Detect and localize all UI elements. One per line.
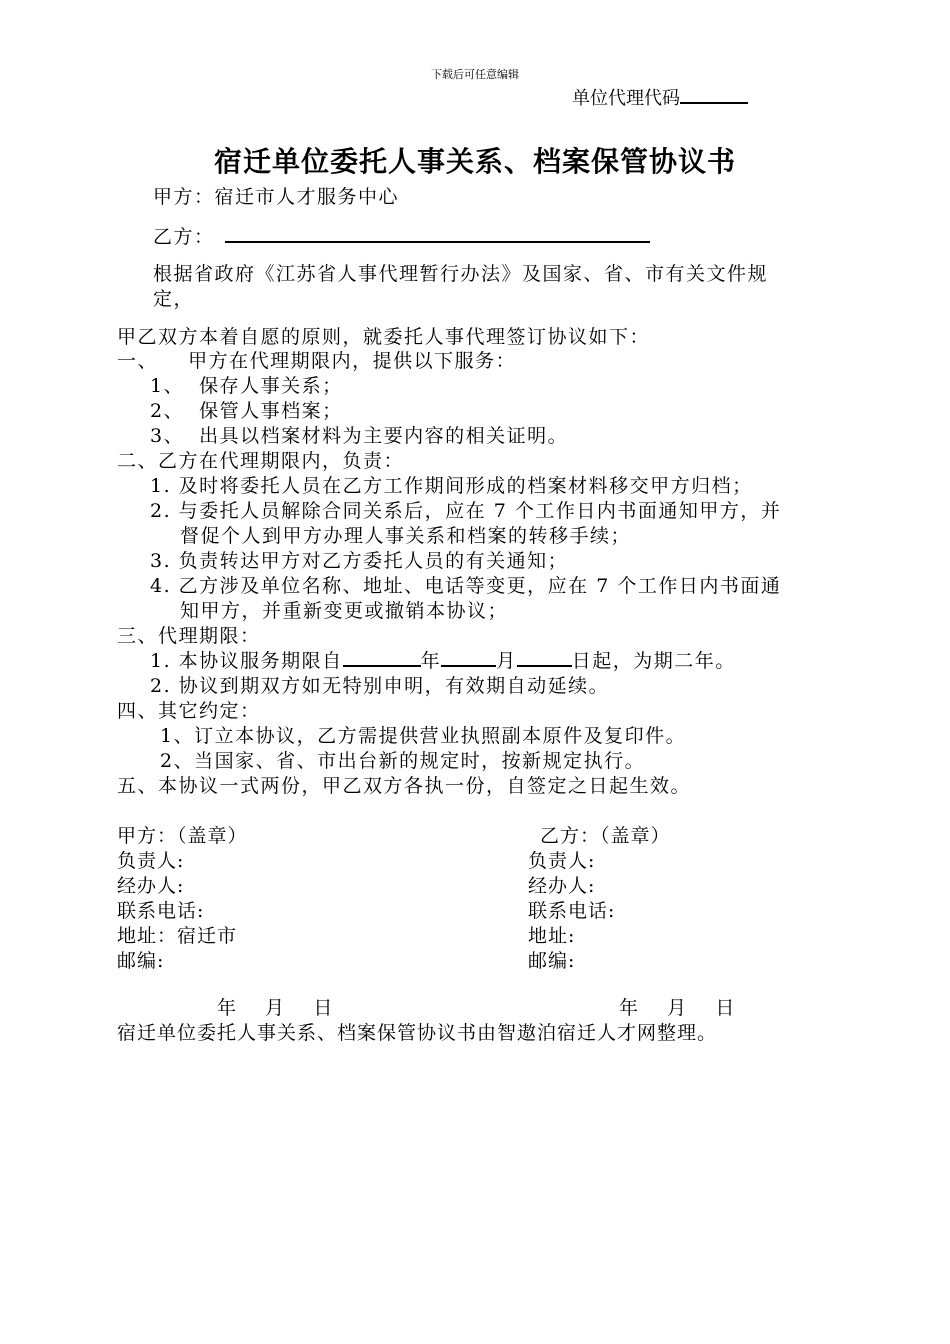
service-term-suffix: 日起，为期二年。 <box>571 650 736 672</box>
start-day-blank <box>517 647 572 667</box>
section-3-heading: 三、代理期限： <box>117 625 261 647</box>
party-b-phone: 联系电话: <box>528 900 616 922</box>
section-4-item-1: 1、订立本协议，乙方需提供营业执照副本原件及复印件。 <box>160 725 687 747</box>
party-b-label: 乙方： <box>153 226 215 248</box>
party-b-address: 地址: <box>528 925 576 947</box>
party-b-postcode: 邮编: <box>528 950 576 972</box>
service-term-prefix: 1. 本协议服务期限自 <box>150 650 343 672</box>
section-2-item-2-line-2: 督促个人到甲方办理人事关系和档案的转移手续； <box>180 525 632 547</box>
footer-note: 宿迁单位委托人事关系、档案保管协议书由智遨泊宿迁人才网整理。 <box>117 1022 718 1044</box>
section-3-item-1 <box>150 646 736 673</box>
party-a-line: 甲方：宿迁市人才服务中心 <box>153 186 400 208</box>
start-month-blank <box>441 647 496 667</box>
watermark-text: 下载后可任意编辑 <box>431 68 519 81</box>
document-title: 宿迁单位委托人事关系、档案保管协议书 <box>213 145 736 178</box>
section-2-item-1: 1. 及时将委托人员在乙方工作期间形成的档案材料移交甲方归档； <box>150 475 753 497</box>
section-2-item-2-line-1: 2. 与委托人员解除合同关系后，应在 7 个工作日内书面通知甲方，并 <box>150 500 782 522</box>
section-1-item-1: 1、 保存人事关系； <box>150 375 343 397</box>
party-a-phone: 联系电话: <box>117 900 205 922</box>
party-b-head: 负责人: <box>528 850 596 872</box>
start-year-blank <box>343 647 421 667</box>
section-1-heading: 一、 甲方在代理期限内，提供以下服务： <box>117 350 517 372</box>
section-2-item-4-line-2: 知甲方，并重新变更或撤销本协议； <box>180 600 509 622</box>
party-a-handler: 经办人: <box>117 875 185 897</box>
section-4-item-2: 2、当国家、省、市出台新的规定时，按新规定执行。 <box>160 750 646 772</box>
party-a-seal: 甲方：（盖章） <box>117 825 248 847</box>
section-2-item-4-line-1: 4. 乙方涉及单位名称、地址、电话等变更，应在 7 个工作日内书面通 <box>150 575 782 597</box>
section-1-item-3: 3、 出具以档案材料为主要内容的相关证明。 <box>150 425 569 447</box>
section-4-heading: 四、其它约定： <box>117 700 261 722</box>
section-3-item-2: 2. 协议到期双方如无特别申明，有效期自动延续。 <box>150 675 610 697</box>
unit-agency-code-label: 单位代理代码 <box>572 88 680 109</box>
party-b-line <box>153 222 650 249</box>
unit-agency-code-blank <box>680 84 748 104</box>
party-a-address: 地址：宿迁市 <box>117 925 238 947</box>
section-2-heading: 二、乙方在代理期限内，负责： <box>117 450 405 472</box>
basis-line-2: 定， <box>153 288 195 310</box>
basis-line-1: 根据省政府《江苏省人事代理暂行办法》及国家、省、市有关文件规 <box>153 263 769 285</box>
party-b-date: 年 月 日 <box>619 997 736 1019</box>
year-label: 年 <box>420 650 442 672</box>
party-b-seal: 乙方：（盖章） <box>540 825 671 847</box>
section-5-text: 五、本协议一式两份，甲乙双方各执一份，自签定之日起生效。 <box>117 775 692 797</box>
party-a-head: 负责人: <box>117 850 185 872</box>
party-b-blank <box>225 223 650 243</box>
party-a-date: 年 月 日 <box>217 997 334 1019</box>
unit-agency-code <box>572 84 748 110</box>
section-1-item-2: 2、 保管人事档案； <box>150 400 343 422</box>
intro-text: 甲乙双方本着自愿的原则，就委托人事代理签订协议如下： <box>117 326 651 348</box>
party-a-postcode: 邮编: <box>117 950 165 972</box>
party-b-handler: 经办人: <box>528 875 596 897</box>
section-2-item-3: 3. 负责转达甲方对乙方委托人员的有关通知； <box>150 550 569 572</box>
month-label: 月 <box>496 650 517 672</box>
